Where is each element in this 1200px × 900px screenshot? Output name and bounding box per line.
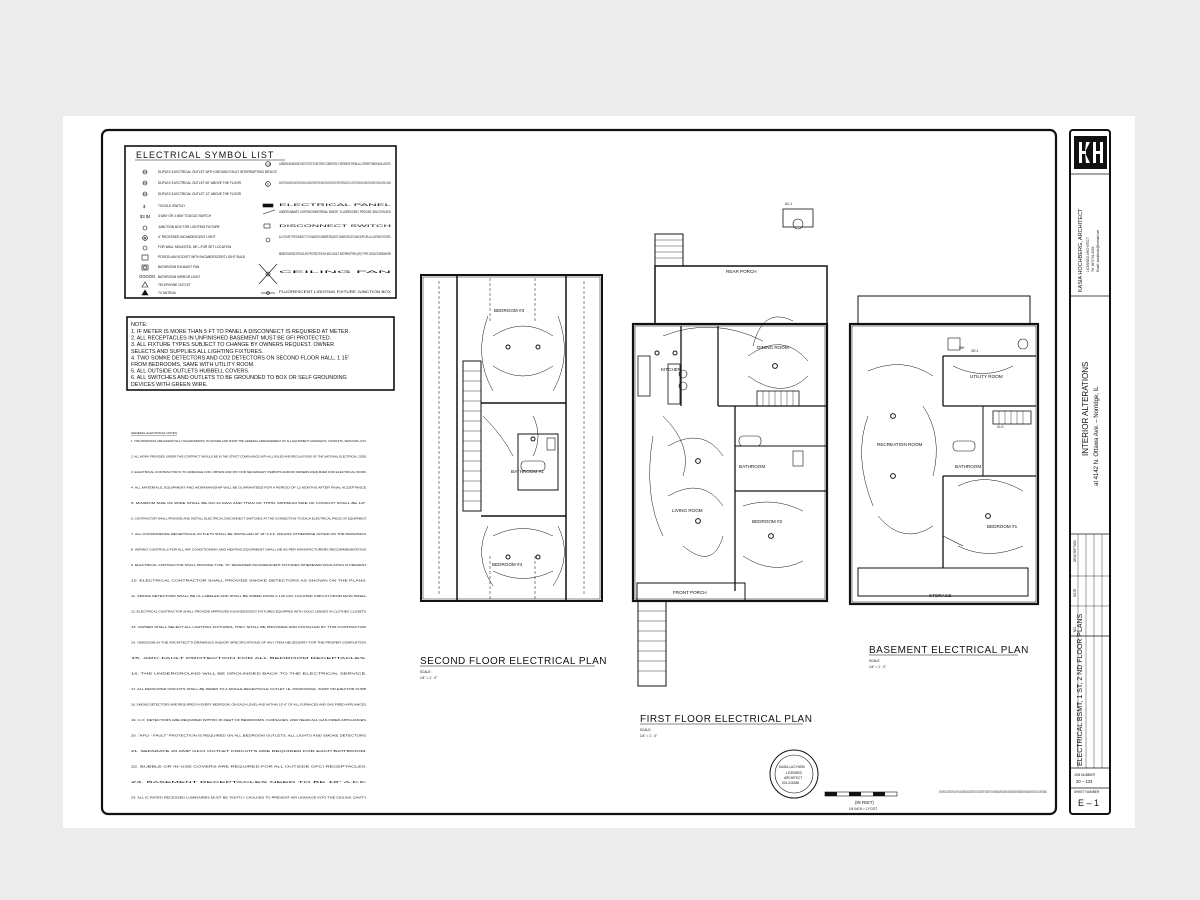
electrical-plan-drawing [63,116,1135,828]
symbol-description: TOGGLE SWITCH [158,204,185,208]
stamp-name: KASIA LUCYNSKI [779,765,806,769]
second-floor-scale: 1/4" = 1' - 0" [420,676,438,680]
general-note-item: 4. ALL MATERIALS, EQUIPMENT AND WORKMANSHIP WILL BE GUARANTEED FOR A PERIOD OF 12 MONTHS AFTER FINAL ACCEPTANCE. [131,485,368,490]
title-block-border [1070,130,1110,814]
general-note-item: 13. OWNER SHALL SELECT ALL LIGHTING FIXTURES, THEY SHALL BE PROVIDED AND INSTALLED BY THIS CONTRACTOR. [131,625,368,629]
room-label-kitchen: KITCHEN [661,367,682,372]
room-label-living-room: LIVING ROOM [672,508,703,513]
symbol-description: DUPLEX ELECTRICAL OUTLET WITH GROUND FAULT INTERRUPTING DEVICE [158,170,277,174]
general-note-item: 23. BASEMENT RECEPTACLES NEED TO BE 18" A.F.F. [131,780,368,784]
first-floor-title: FIRST FLOOR ELECTRICAL PLAN [640,714,813,725]
general-note-item: 19. C.O. DETECTORS ARE REQUIRED WITHIN 15 FEET OF BEDROOMS, FURNACES, AND NEAR ALL GAS FIRED APPLIANCES. [131,718,368,722]
general-note-item: 2. ALL WORK PROVIDED UNDER THIS CONTRACT SHOULD BE IN THE STRICT COMPLIANCE WITH ALL RULES AND REGULATIONS OF THE NATIONAL ELECTRICAL CODE. [131,454,368,459]
contractor-note-text: FIELD VERIFICATION: CONTRACTOR SHALL VERIFY ALL FIELD DIMENSIONS AND CONDITIONS AT THE JOB SITE AND NOTIFY THE ARCHITECT OF ANY DIMENSIONAL ERRORS, OMISSIONS OR DISCREPANCIES BEFORE BEGINNING OF FABRICATING ANY WORK. DO NOT SCALE THESE DRAWINGS. [939,790,1048,794]
symbol-description: DUPLEX ELECTRICAL OUTLET 12" ABOVE THE FLOOR [158,192,241,196]
second-floor-plan [420,275,607,680]
symbol-description: CEILING FAN [279,270,395,274]
first-floor-plan [633,202,827,738]
note-line: 3. ALL FIXTURE TYPES SUBJECT TO CHANGE BY OWNERS REQUEST. OWNER [131,342,334,349]
revision-header-no: NO. [1073,626,1077,632]
room-label-bathroom-basement: BATHROOM [955,464,982,469]
svg-text:S: S [266,182,269,187]
ac-callout: AC-1 [785,202,793,206]
symbol-description: TELEPHONE OUTLET [158,283,191,287]
symbol-description: TV ANTENA [158,291,176,295]
basement-scale: 1/4" = 1' - 0" [869,665,887,669]
label-ge-1: GE-1 [971,349,979,353]
symbol-description: DUPLEX ELECTRICAL OUTLET 60" ABOVE THE FLOOR [158,181,241,185]
symbol-description: BEDROOM RECEPTACLES PROTECTED BY ARC-FAULT INTERRUPTER (AFI) TYPE CIRCUIT BREAKERS [279,252,391,256]
revision-header-description: DESCRIPTION [1073,540,1077,562]
firm-name: KASIA HOCHBERG, ARCHITECT [1078,208,1084,292]
room-label-front-porch: FRONT PORCH [673,590,707,595]
room-label-clo: CLO [997,425,1004,429]
note-line: 2. ALL RECEPTACLES IN UNFINISHED BASEMENT MUST BE GFI PROTECTED. [131,335,332,342]
stamp-line-1: LICENSED [786,771,802,775]
symbol-description: BATHROOM MIRROR LIGHT [158,275,201,279]
contractor-note [939,790,1047,794]
drawing-title: ELECTRICAL BSMT, 1 ST, 2 ND FLOOR PLANS [1077,613,1084,766]
graphic-scale [825,792,897,811]
basement-scale-label: SCALE: [869,659,881,663]
room-label-bedroom-2: BEDROOM #2 [752,519,783,524]
second-floor-title: SECOND FLOOR ELECTRICAL PLAN [420,656,608,667]
note-line: 1. IF METER IS MORE THAN 5 FT TO PANEL A DISCONNECT IS REQUIRED AT METER. [131,329,350,335]
basement-plan [850,296,1038,669]
room-label-bathroom-1: BATHROOM #1 [511,469,544,474]
first-floor-scale-label: SCALE: [640,728,652,732]
sheet-number: E – 1 [1078,798,1100,808]
firm-line-3: Email: kasiaholo@hotmail.net [1096,229,1100,272]
room-label-bathroom-first: BATHROOM [739,464,766,469]
general-note-item: 11. SMOKE DETECTORS SHALL BE UL LABELED AND SHALL BE WIRED FROM A 120 VAC LOCATED CIRCUIT FROM MAIN PANEL. [131,594,368,598]
general-note-item: 18. SMOKE DETECTORS ARE REQUIRED IN EVERY BEDROOM, ON EACH LEVEL AND WITHIN 15'-0" OF ALL FURNACES AND GAS FIRED APPLIANCES. [131,702,368,707]
symbol-description: 3 WAY OR 4 WAY TOGGLE SWITCH [158,214,212,218]
general-note-item: 21. SEPARATE 20 AMP GFCI OUTLET CIRCUITS ARE REQUIRED FOR EACH BATHROOM. [131,749,368,753]
general-note-item: 9. ELECTRICAL CONTRACTOR SHALL PROVIDE TYPE "IC" RECESSED INCANDESCENT FIXTURES WHEREVER INSULATION IS PRESENT. [131,563,368,567]
drawing-sheet [63,116,1135,828]
general-note-item: 24. ALL IC RATED RECESSED LUMINAIRES MUST BE TIGHTLY CAULKED TO PREVENT AIR LEAKAGE INTO THE CEILING CAVITY. [131,795,368,800]
svg-text:$3 $4: $3 $4 [140,214,151,219]
note-line: DEVICES WITH GREEN WIRE. [131,381,208,388]
symbol-description: UNDERCABINET LIGHTING W/INTERNAL SWICHT, FLUORESCENT, PROVIDE JUNCTION BOX [279,210,392,214]
general-notes [131,431,367,800]
stamp-line-2: ARCHITECT [784,776,803,780]
general-note-item: 20. "AFCI - FAULT" PROTECTION IS REQUIRED ON ALL BEDROOM OUTLETS, ALL LIGHTS AND SMOKE DETECTORS. [131,733,368,738]
general-note-item: 7. ALL CONVENIENCE RECEPTACLE OUTLETS SHALL BE INSTALLED AT 18" A.F.F. UNLESS OTHERWISE NOTED ON THE DRAWINGS. [131,532,368,536]
job-number-label: JOB NUMBER [1074,773,1095,777]
room-label-bedroom-3: BEDROOM #3 [494,308,525,313]
symbol-description: ELECTRICAL PANEL [279,203,392,207]
room-label-storage: STORAGE [929,593,952,598]
project-address: at 4142 N. Ottawa Ave. – Norridge, IL [1094,386,1100,486]
symbol-description: 4" RECESSED INCANDESCENT LIGHT [158,235,216,239]
room-label-dining-room: DINING ROOM [757,345,789,350]
symbol-list-title: ELECTRICAL SYMBOL LIST [136,150,275,160]
note-line: 4. TWO SOMKE DETECTORS AND CO2 DETECTORS ON SECOND FLOOR HALL, 1 15' [131,355,349,362]
room-label-rear-porch: REAR PORCH [726,269,757,274]
scale-bar-sub: 1/4 INCH = 1 FOOT [849,807,878,811]
room-label-bedroom-1: BEDROOM #1 [987,524,1018,529]
general-note-item: 14. OMISSION IN THE ARCHITECT'S DRAWINGS AND/OR SPECIFICATIONS OF ANY ITEM NECESSARY FOR THE PROPER COMPLETION. [131,640,368,645]
symbol-list-left [158,170,277,295]
symbol-description: FOR WALL MOUNTED, 6IF—FOR SET LOCATION [158,245,232,249]
title-block [1070,136,1110,808]
note-lines [131,329,350,388]
revision-header-date: DATE [1073,588,1077,597]
note-line: 5. ALL OUTSIDE OUTLETS HUBBELL COVERS. [131,368,250,375]
general-note-item: 17. ALL DEDICATED CIRCUITS SHALL BE WIRED TO A SINGLE RECEPTACLE OUTLET I.E. MICROWAVE, SUMP OR EJECTOR PUMP. [131,687,368,691]
symbol-description: SMOKE DETECTOR CEILING MOUNTED AT LEAST 6 INCHES FROM ANY WALL, CONTINUOUSLY POWERED FROM THE HOUSE ELECTRICAL SOURCE SMOKE DETECTOR WITH POWER INDICATOR LIGHT. ALL DETECTORS TO BE WIRED IN SUCH MANNER THAT ACTIVATION OF THE ONE WILL ACTIVATE ALL THE ALARMS. [279,181,392,185]
note-line: SELECTS AND SUPPLIES ALL LIGHTING FIXTURES. [131,348,264,355]
room-label-bedroom-4: BEDROOM #4 [492,562,523,567]
first-floor-scale: 1/4" = 1' - 0" [640,734,658,738]
basement-title: BASEMENT ELECTRICAL PLAN [869,645,1029,656]
project-title: INTERIOR ALTERATIONS [1081,361,1090,456]
architect-stamp [770,750,818,798]
symbol-description: JUNCTION BOX FOR LIGHTING FIXTURE [158,225,220,229]
firm-line-1: LICENSED ARCHITECT [1086,237,1090,272]
stamp-line-3: 001-015458 [782,781,800,785]
scale-bar-label: (IN FEET) [855,800,874,805]
general-note-item: 3. ELECTRICAL CONTRACTOR IS TO ARRANGE FOR, OBTAIN AND PAY FOR NECESSARY PERMITS AND/OR ORDERS REQUIRED FOR ELECTRICAL WORK. [131,470,368,474]
label-water-heater: WH [959,346,965,350]
svg-text:$: $ [143,204,146,209]
general-note-item: 5. MINIMUM SIZE OF WIRE SHALL BE NO.12 AWG AND THAN OF THHN, MINIMUM SIZE OF CONDUIT SHALL BE 1/2". [131,501,368,505]
general-note-item: 6. CONTRACTOR SHALL PROVIDE AND INSTALL ELECTRICAL DISCONNECT SWITCHES AT THE CONNECTION TO EACH ELECTRICAL PIECE OF EQUIPMENT. [131,516,368,521]
sheet-number-label: SHEET NUMBER [1074,790,1100,794]
symbol-list [125,146,396,298]
job-number: 20 – 133 [1076,779,1093,784]
note-line: 6. ALL SWITCHES AND OUTLETS TO BE GROUNDED TO BOX OR SELF GROUNDING [131,375,347,382]
general-note-item: 15. ARC-FAULT PROTECTION FOR ALL BEDROOM RECEPTACLES. [131,656,368,660]
note-title: NOTE: [131,322,148,328]
note-box [127,317,394,390]
svg-text:CO: CO [266,162,272,167]
general-note-item: 16. THE UNDERGROUND WILL BE GROUNDED BACK TO THE ELECTRICAL SERVICE. [131,671,368,676]
symbol-description: ALL FIXTURE TYPES SUBJECT TO CHANGE BY OWNERS REQUEST. OWNER SELECTS AND SUPPLIES ALL LIGHTING FIXTURES. [279,235,392,239]
symbol-description: DISCONNECT SWITCH [279,224,394,228]
general-notes-title: GENERAL ELECTRICAL NOTES [131,431,178,435]
general-note-item: 12. ELECTRICAL CONTRACTOR SHALL PROVIDE APPROVED INCANDESCENT FIXTURES EQUIPPED WITH SOLID LENSES IN CLOTHES CLOSETS. [131,609,368,614]
symbol-description: CARBON MONOXIDE DETECTOR TO BE FEED COMPLETELY SEPARATE FROM ALL OTHER POWER AND LIGHTS. [279,162,392,166]
general-note-item: 1. THE DRAWINGS ARE ESSENTIALLY DIAGRAMMATIC IN NATURE AND SHOW THE GENERAL ARRANGEMENT OF ALL EQUIPMENT, RACEWAYS, CONDUITS, SERVICES, ETC. [131,439,368,443]
svg-text:OOOOO: OOOOO [139,274,156,279]
firm-line-2: Tel. 847/794-3204 [1091,246,1095,272]
symbol-description: FLUORESCENT LIGHTING FIXTURE JUNCTION BOX [279,290,393,294]
general-notes-list [131,439,367,800]
general-note-item: 22. BUBBLE OR IN-USE COVERS ARE REQUIRED FOR ALL OUTSIDE GFCI RECEPTACLES. [131,764,368,769]
note-line: FROM BEDROOMS, SAME WITH UTILITY ROOM. [131,362,255,368]
symbol-description: BATHROOM EXHAUST FAN [158,265,200,269]
room-label-recreation-room: RECREATION ROOM [877,442,923,447]
general-note-item: 8. WIRING CONTROLS FOR ALL AIR CONDITIONING AND HEATING EQUIPMENT SHALL BE AS PER MANUFACTURERS RECOMMENDATIONS. [131,547,368,552]
general-note-item: 10. ELECTRICAL CONTRACTOR SHALL PROVIDE SMOKE DETECTORS AS SHOWN ON THE PLANS. [131,578,368,583]
symbol-description: PORCELAIN SOCKET WITH INCANDESCENT LIGHT BULB [158,255,245,259]
room-label-utility-room: UTILITY ROOM [970,374,1003,379]
second-floor-scale-label: SCALE: [420,670,432,674]
symbol-list-right [279,162,395,294]
